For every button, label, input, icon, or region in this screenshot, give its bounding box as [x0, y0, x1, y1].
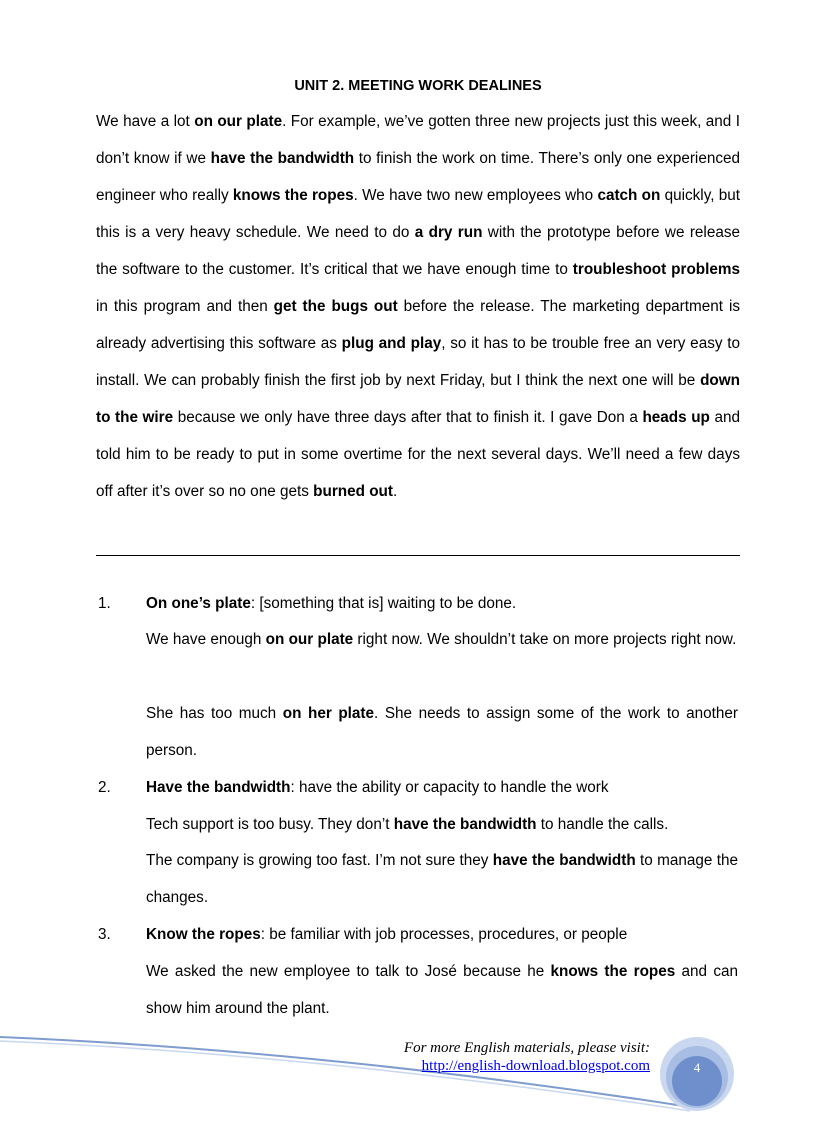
text-run: Tech support is too busy. They don’t — [146, 816, 394, 833]
text-run: with the prototype before we release the software to the customer. It’s critical that we have enough time to — [96, 224, 741, 278]
idiom-term: On one’s plate — [146, 595, 251, 612]
entry-definition — [146, 769, 740, 806]
text-run: : [something that is] waiting to be done. — [250, 595, 517, 612]
text-run: We have enough — [146, 631, 266, 648]
entry-definition — [146, 585, 740, 622]
idiom-term: knows the ropes — [232, 187, 354, 204]
text-run: . She needs to assign some of the work to another person. — [146, 705, 738, 759]
idiom-term: have the bandwidth — [492, 852, 636, 869]
footer-link[interactable]: http://english-download.blogspot.com — [421, 1058, 650, 1074]
idiom-term: burned out — [313, 483, 393, 500]
idiom-term: on our plate — [265, 631, 354, 648]
entry-example — [146, 842, 738, 916]
section-divider — [96, 555, 740, 556]
idiom-term: on our plate — [194, 113, 283, 130]
idiom-term: down to the wire — [96, 372, 740, 426]
idiom-term: plug and play — [341, 335, 442, 352]
entry-definition — [146, 916, 740, 953]
text-run: . For example, we’ve gotten three new projects just this week, and I don’t know if we — [96, 113, 740, 167]
idiom-term: have the bandwidth — [393, 816, 537, 833]
idiom-term: Have the bandwidth — [146, 779, 291, 796]
idiom-term: on her plate — [282, 705, 375, 722]
text-run: : have the ability or capacity to handle the work — [290, 779, 609, 796]
footer-text — [340, 1039, 650, 1075]
text-run: to manage the changes. — [146, 852, 738, 906]
entry-number: 2. — [98, 779, 111, 796]
text-run: in this program and then — [96, 298, 274, 315]
text-run: before the release. The marketing department is already advertising this software as — [96, 298, 741, 352]
idiom-term: knows the ropes — [550, 963, 676, 980]
text-run: . We have two new employees who — [353, 187, 598, 204]
text-run: . — [393, 483, 398, 500]
entry-number: 1. — [98, 595, 111, 612]
page-title: UNIT 2. MEETING WORK DEALINES — [294, 78, 542, 94]
idiom-term: troubleshoot problems — [572, 261, 740, 278]
text-run: and told him to be ready to put in some overtime for the next several days. We’ll need a few days off after it’s over so no one gets — [96, 409, 740, 500]
page-number: 4 — [693, 1060, 701, 1075]
text-run: We asked the new employee to talk to José because he — [146, 963, 551, 980]
entry-example — [146, 806, 738, 843]
text-run: We have a lot — [96, 113, 195, 130]
text-run: right now. We shouldn’t take on more projects right now. — [353, 631, 737, 648]
text-run: The company is growing too fast. I’m not sure they — [146, 852, 493, 869]
entry-example — [146, 695, 738, 769]
text-run: quickly, but this is a very heavy schedule. We need to do — [96, 187, 740, 241]
entry-number: 3. — [98, 926, 111, 943]
entry-example — [146, 953, 738, 1027]
text-run: and can show him around the plant. — [146, 963, 738, 1017]
idiom-term: get the bugs out — [273, 298, 398, 315]
idiom-term: catch on — [597, 187, 661, 204]
idiom-term: heads up — [642, 409, 710, 426]
text-run: She has too much — [146, 705, 283, 722]
intro-paragraph — [96, 103, 740, 510]
text-run: , so it has to be trouble free an very easy to install. We can probably finish the first job by next Friday, but I think the next one will be — [96, 335, 740, 389]
idiom-term: Know the ropes — [146, 926, 261, 943]
text-run: to handle the calls. — [536, 816, 669, 833]
idiom-term: a dry run — [414, 224, 483, 241]
entry-example — [146, 621, 738, 658]
text-run: because we only have three days after that to finish it. I gave Don a — [173, 409, 643, 426]
idiom-term: have the bandwidth — [210, 150, 355, 167]
text-run: to finish the work on time. There’s only one experienced engineer who really — [96, 150, 741, 204]
text-run: : be familiar with job processes, procedures, or people — [260, 926, 628, 943]
footer-note: For more English materials, please visit: — [403, 1040, 650, 1056]
